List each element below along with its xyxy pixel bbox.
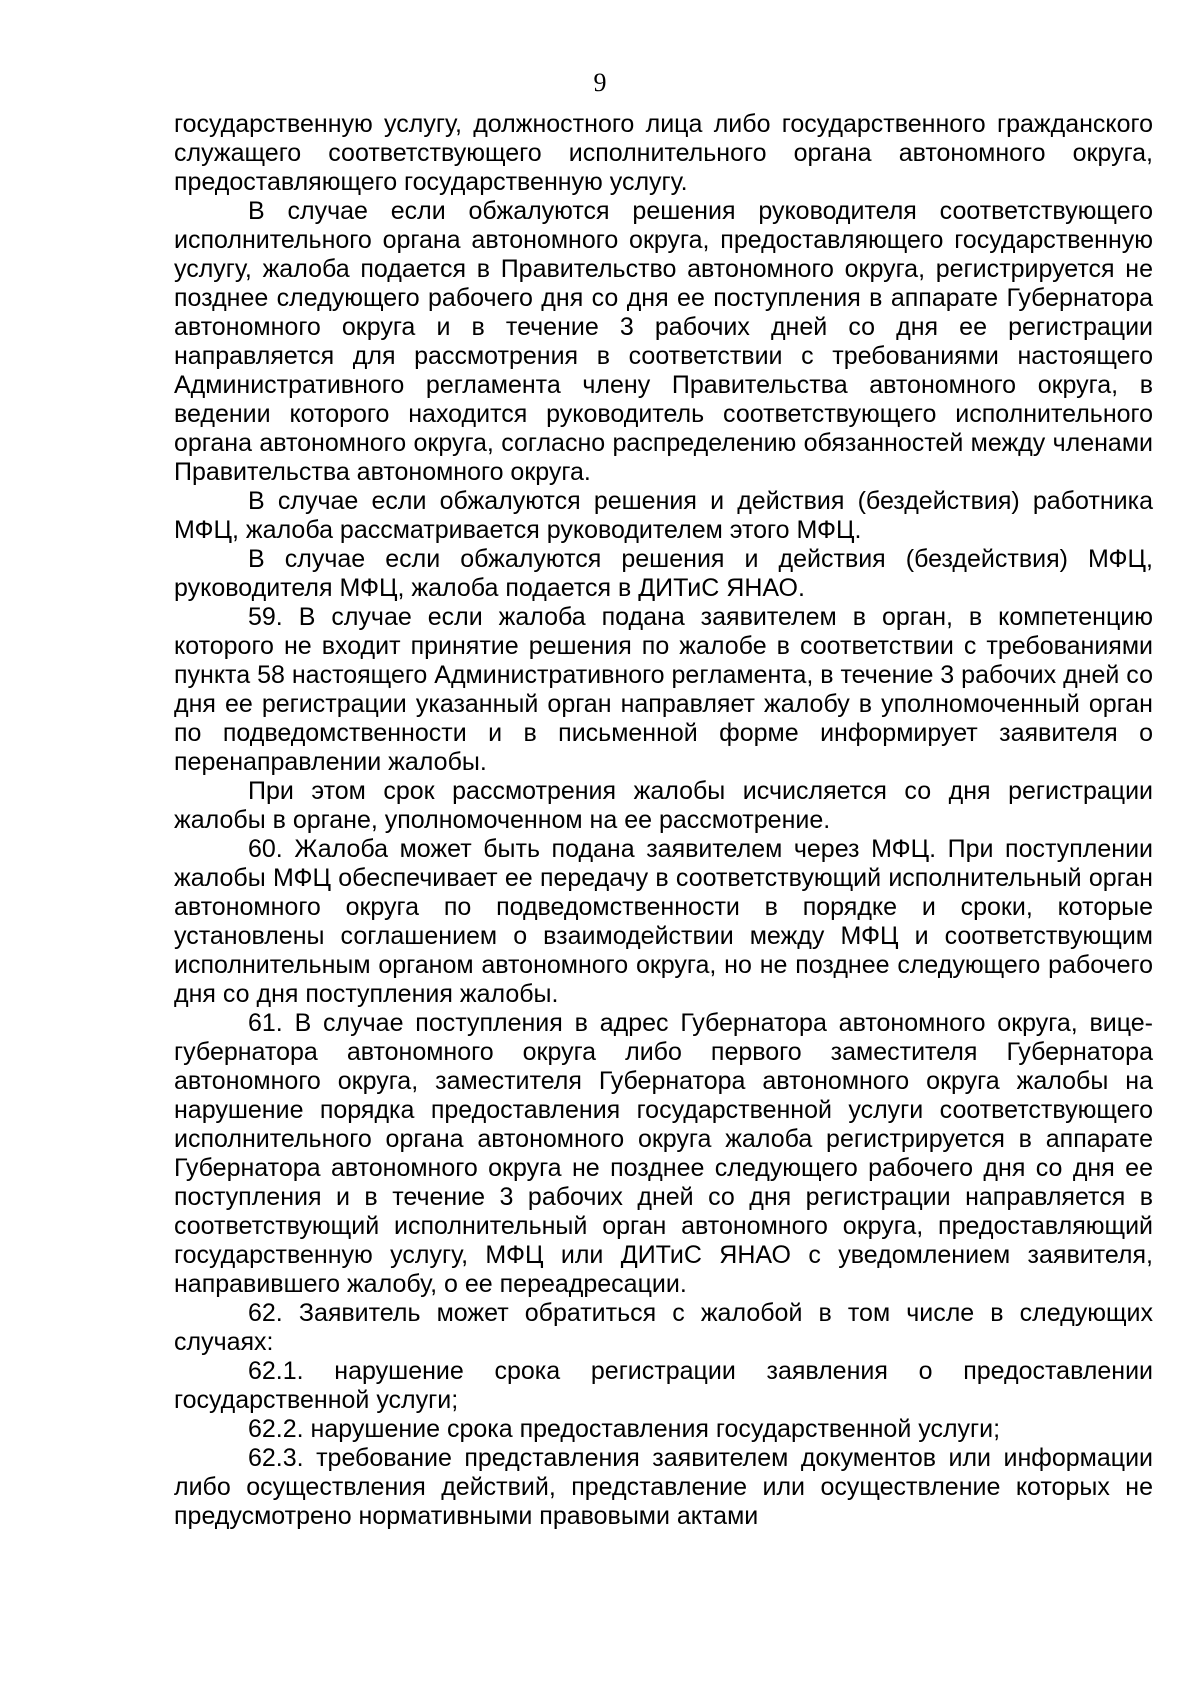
paragraph-62: 62. Заявитель может обратиться с жалобой в том числе в следующих случаях: — [174, 1299, 1153, 1356]
paragraph-60: 60. Жалоба может быть подана заявителем через МФЦ. При поступлении жалобы МФЦ обеспечивает ее передачу в соответствующий исполнительный орган автономного округа по подведомственности в порядке и сроки, которые установлены соглашением о взаимодействии между МФЦ и соответствующим исполнительным органом автономного округа, но не позднее следующего рабочего дня со дня поступления жалобы. — [174, 835, 1153, 1008]
page-number: 9 — [593, 68, 607, 97]
paragraph-61: 61. В случае поступления в адрес Губернатора автономного округа, вице-губернатора автономного округа либо первого заместителя Губернатора автономного округа, заместителя Губернатора автономного округа жалобы на нарушение порядка предоставления государственной услуги соответствующего исполнительного органа автономного округа жалоба регистрируется в аппарате Губернатора автономного округа не позднее следующего рабочего дня со дня ее поступления и в течение 3 рабочих дней со дня регистрации направляется в соответствующий исполнительный орган автономного округа, предоставляющий государственную услугу, МФЦ или ДИТиС ЯНАО с уведомлением заявителя, направившего жалобу, о ее переадресации. — [174, 1009, 1153, 1298]
paragraph-62-2: 62.2. нарушение срока предоставления государственной услуги; — [248, 1415, 1001, 1443]
paragraph-59: 59. В случае если жалоба подана заявителем в орган, в компетенцию которого не входит принятие решения по жалобе в соответствии с требованиями пункта 58 настоящего Административного регламента, в течение 3 рабочих дней со дня ее регистрации указанный орган направляет жалобу в уполномоченный орган по подведомственности и в письменной форме информирует заявителя о перенаправлении жалобы. — [174, 603, 1153, 776]
paragraph-continuation: государственную услугу, должностного лица либо государственного гражданского служащего соответствующего исполнительного органа автономного округа, предоставляющего государственную услугу. — [174, 110, 1153, 196]
paragraph-62-3: 62.3. требование представления заявителем документов или информации либо осуществления действий, представление или осуществление которых не предусмотрено нормативными правовыми актами — [174, 1444, 1153, 1530]
paragraph-complaint-mfc-employee: В случае если обжалуются решения и действия (бездействия) работника МФЦ, жалоба рассматривается руководителем этого МФЦ. — [174, 487, 1153, 544]
paragraph-complaint-mfc-head: В случае если обжалуются решения и действия (бездействия) МФЦ, руководителя МФЦ, жалоба подается в ДИТиС ЯНАО. — [174, 545, 1153, 602]
paragraph-review-term: При этом срок рассмотрения жалобы исчисляется со дня регистрации жалобы в органе, уполномоченном на ее рассмотрение. — [174, 777, 1153, 834]
paragraph-complaint-head-of-organ: В случае если обжалуются решения руководителя соответствующего исполнительного органа автономного округа, предоставляющего государственную услугу, жалоба подается в Правительство автономного округа, регистрируется не позднее следующего рабочего дня со дня ее поступления в аппарате Губернатора автономного округа и в течение 3 рабочих дней со дня ее регистрации направляется для рассмотрения в соответствии с требованиями настоящего Административного регламента члену Правительства автономного округа, в ведении которого находится руководитель соответствующего исполнительного органа автономного округа, согласно распределению обязанностей между членами Правительства автономного округа. — [174, 197, 1153, 486]
paragraph-62-1: 62.1. нарушение срока регистрации заявления о предоставлении государственной услуги; — [174, 1357, 1153, 1414]
document-body — [174, 110, 1153, 1531]
